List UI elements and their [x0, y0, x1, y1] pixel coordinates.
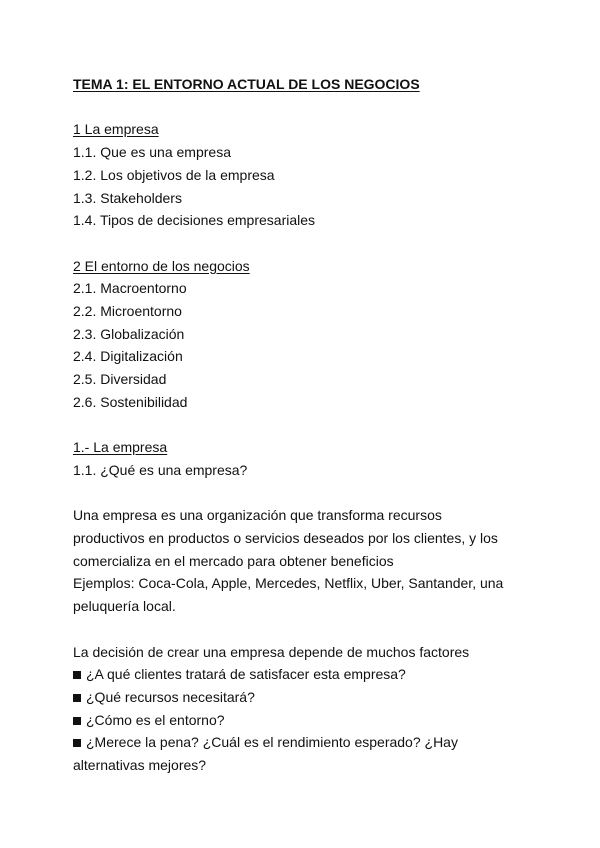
index-heading: 2 El entorno de los negocios: [73, 257, 250, 274]
spacer: [73, 618, 573, 641]
bullet-item: [73, 709, 573, 732]
document-title: TEMA 1: EL ENTORNO ACTUAL DE LOS NEGOCIOS: [73, 76, 420, 92]
bullet-item: [73, 731, 573, 754]
paragraph-line: Una empresa es una organización que transforma recursos: [73, 507, 442, 524]
index-item: 2.5. Diversidad: [73, 371, 167, 388]
section-heading: 1.- La empresa: [73, 439, 168, 456]
square-bullet-icon: [73, 717, 81, 725]
index-item: 2.1. Macroentorno: [73, 280, 187, 297]
document-page: [73, 73, 573, 777]
paragraph-line: peluquería local.: [73, 598, 176, 615]
index-item: 1.4. Tipos de decisiones empresariales: [73, 212, 316, 229]
spacer: [73, 414, 573, 437]
bullet-list: [73, 663, 573, 777]
square-bullet-icon: [73, 694, 81, 702]
index-item: 1.2. Los objetivos de la empresa: [73, 166, 275, 183]
bullet-text: ¿Cómo es el entorno?: [86, 711, 225, 728]
bullet-text: ¿Merece la pena? ¿Cuál es el rendimiento esperado? ¿Hay: [86, 734, 458, 751]
bullet-item: [73, 686, 573, 709]
bullet-text: ¿A qué clientes tratará de satisfacer esta empresa?: [86, 666, 406, 683]
decision-intro: La decisión de crear una empresa depende de muchos factores: [73, 643, 470, 660]
index-item: 2.3. Globalización: [73, 325, 185, 342]
content-section-1: [73, 436, 573, 777]
index-item: 1.3. Stakeholders: [73, 189, 182, 206]
spacer: [73, 96, 573, 119]
square-bullet-icon: [73, 739, 81, 747]
spacer: [73, 232, 573, 255]
index-item: 2.6. Sostenibilidad: [73, 393, 188, 410]
bullet-continuation: alternativas mejores?: [73, 757, 207, 774]
square-bullet-icon: [73, 671, 81, 679]
index-section-2: [73, 255, 573, 414]
paragraph-line: comercializa en el mercado para obtener beneficios: [73, 552, 394, 569]
section-subheading: 1.1. ¿Qué es una empresa?: [73, 461, 248, 478]
paragraph-line: Ejemplos: Coca-Cola, Apple, Mercedes, Netflix, Uber, Santander, una: [73, 575, 504, 592]
index-item: 1.1. Que es una empresa: [73, 144, 231, 161]
definition-paragraph: [73, 504, 573, 618]
index-heading: 1 La empresa: [73, 121, 159, 138]
index-item: 2.4. Digitalización: [73, 348, 183, 365]
spacer: [73, 482, 573, 505]
bullet-item: [73, 663, 573, 686]
index-section-1: [73, 118, 573, 232]
bullet-text: ¿Qué recursos necesitará?: [86, 688, 255, 705]
index-item: 2.2. Microentorno: [73, 303, 182, 319]
paragraph-line: productivos en productos o servicios deseados por los clientes, y los: [73, 530, 498, 546]
